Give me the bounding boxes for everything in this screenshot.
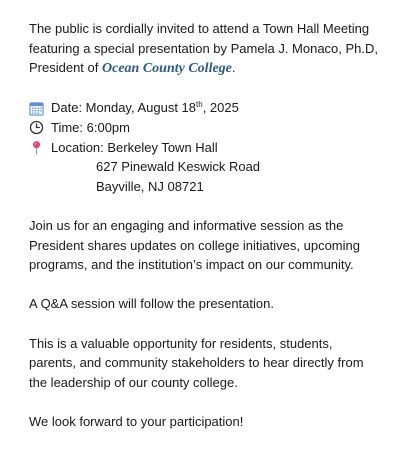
college-name: Ocean County College	[102, 61, 232, 77]
intro-line-3-prefix: President of	[29, 60, 102, 76]
date-text	[51, 98, 239, 118]
opportunity-line-2: parents, and community stakeholders to hear directly from	[29, 355, 364, 371]
intro-line-3-suffix: .	[231, 60, 236, 76]
opportunity-line-3: the leadership of our county college.	[29, 374, 238, 390]
intro-line-3	[29, 58, 408, 79]
spacer	[29, 196, 408, 216]
intro-paragraph	[29, 19, 408, 79]
date-ordinal: th	[196, 100, 203, 110]
calendar-icon	[29, 101, 44, 116]
date-year: , 2025	[202, 100, 239, 116]
description-line-2: President shares updates on college initiatives, upcoming	[29, 237, 360, 253]
intro-line-2: featuring a special presentation by Pamela J. Monaco, Ph.D,	[29, 40, 379, 56]
spacer	[29, 79, 408, 99]
date-label: Date: Monday, August 18	[51, 100, 197, 116]
spacer	[29, 392, 408, 412]
intro-line-1: The public is cordially invited to attend a Town Hall Meeting	[29, 21, 370, 36]
qa-paragraph: A Q&A session will follow the presentation.	[29, 296, 274, 312]
address-line-1: 627 Pinewald Keswick Road	[96, 159, 261, 175]
event-details	[29, 98, 408, 196]
location-row	[29, 138, 408, 158]
description-line-1: Join us for an engaging and informative session as the	[29, 217, 344, 233]
closing-line: We look forward to your participation!	[29, 413, 244, 429]
description-paragraph	[29, 216, 408, 275]
time-text: Time: 6:00pm	[51, 119, 130, 135]
spacer	[29, 314, 408, 334]
time-row	[29, 118, 408, 138]
clock-icon	[29, 120, 44, 135]
opportunity-line-1: This is a valuable opportunity for residents, students,	[29, 335, 333, 351]
date-row	[29, 98, 408, 118]
address-line-2: Bayville, NJ 08721	[96, 178, 204, 194]
opportunity-paragraph	[29, 334, 408, 393]
description-line-3: programs, and the institution’s impact on our community.	[29, 257, 354, 273]
location-text: Location: Berkeley Town Hall	[51, 139, 218, 155]
spacer	[29, 275, 408, 295]
map-pin-icon	[29, 140, 44, 155]
